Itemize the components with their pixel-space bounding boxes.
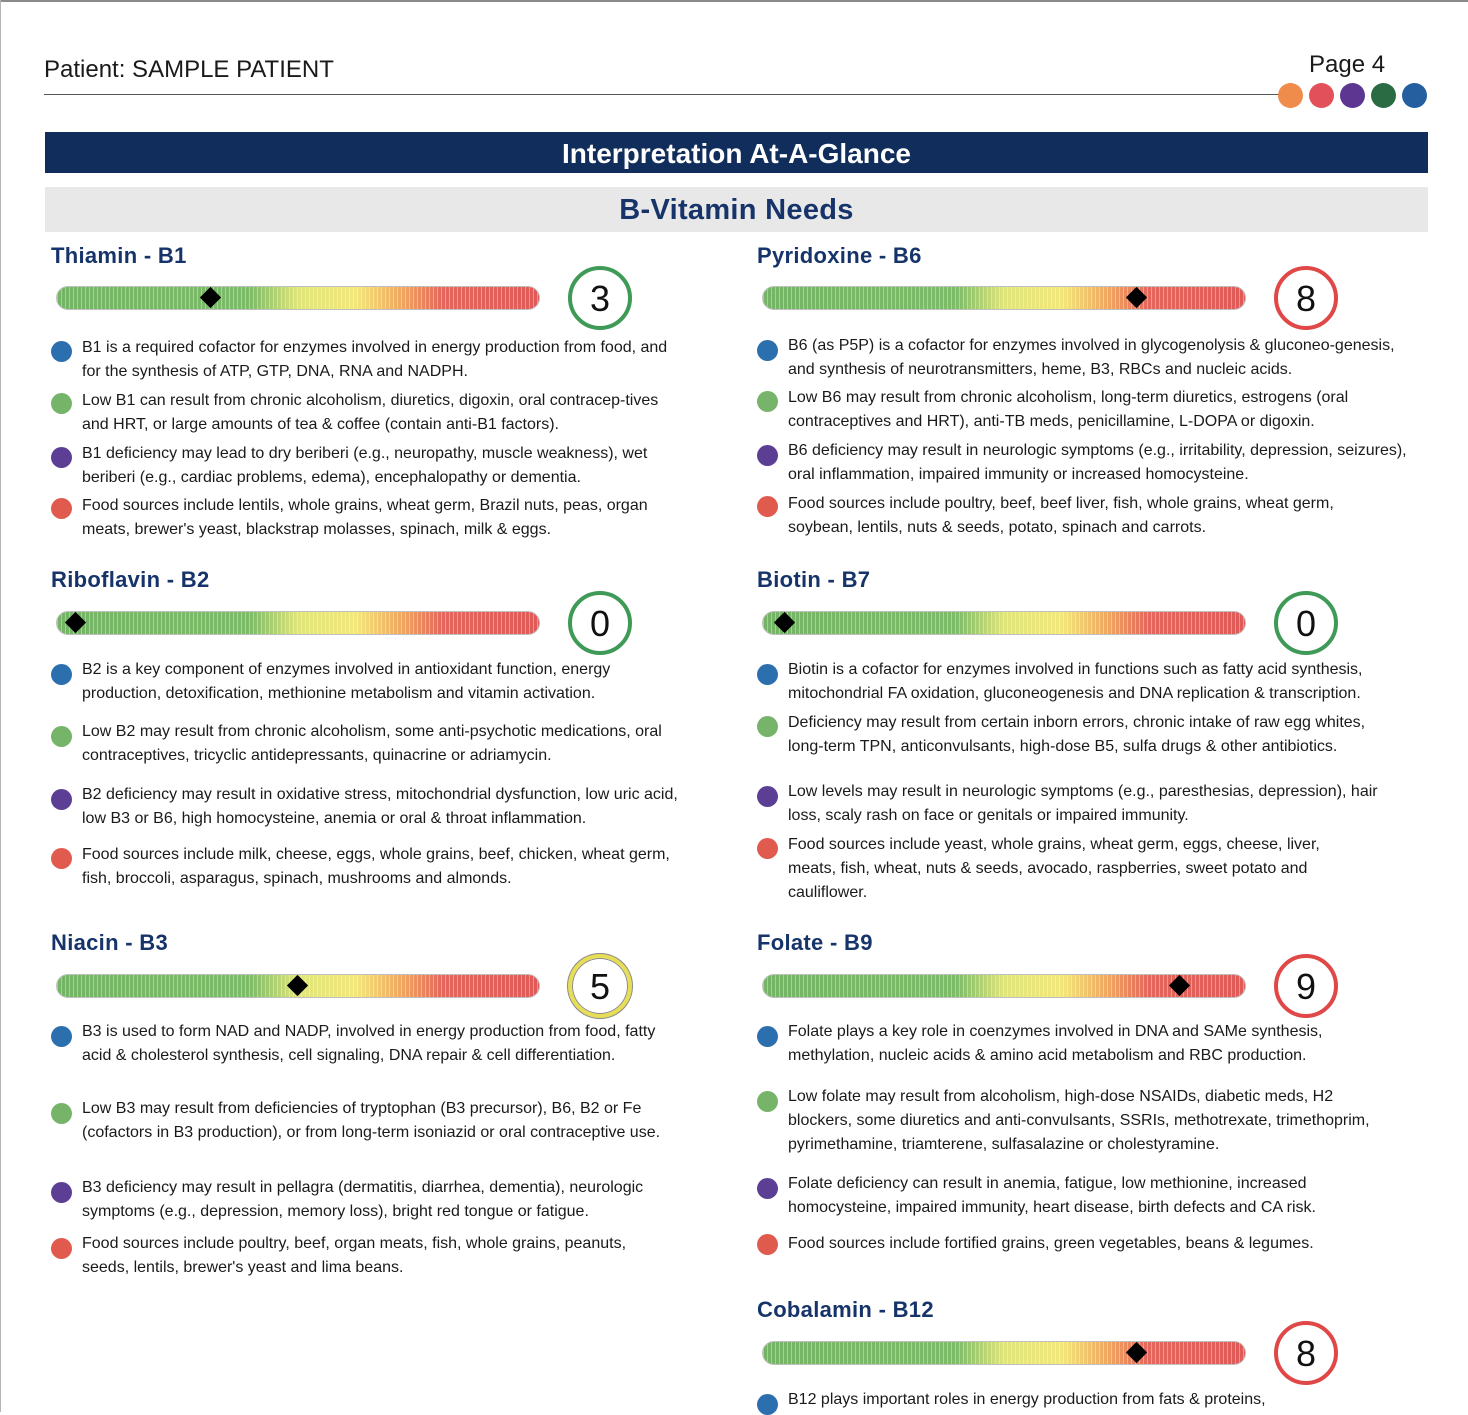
bullet-food-icon	[757, 1234, 778, 1255]
bullet-food-icon	[51, 498, 72, 519]
bullet-food-icon	[51, 848, 72, 869]
b3-food-text: Food sources include poultry, beef, organ meats, fish, whole grains, peanuts, seeds, lentils, brewer's yeast and lima beans.	[82, 1235, 627, 1276]
b9-deficiency-text: Folate deficiency can result in anemia, fatigue, low methionine, increased homocysteine, impaired immunity, heart disease, birth defects and CA risk.	[788, 1175, 1316, 1216]
bullet-causes-icon	[757, 391, 778, 412]
patient-name: Patient: SAMPLE PATIENT	[44, 56, 334, 83]
bullet-causes-icon	[51, 393, 72, 414]
risk-marker-b7	[774, 612, 795, 633]
b12-function-text: B12 plays important roles in energy production from fats & proteins,	[788, 1391, 1266, 1408]
bullet-causes-icon	[51, 726, 72, 747]
bullet-food-icon	[757, 496, 778, 517]
b2-function-text: B2 is a key component of enzymes involved in antioxidant function, energy production, detoxification, methionine metabolism and vitamin activation.	[82, 661, 611, 702]
risk-bar-b9	[762, 974, 1246, 998]
brand-dot-purple	[1340, 83, 1365, 108]
risk-bar-b7	[762, 611, 1246, 635]
b2-food-text: Food sources include milk, cheese, eggs, whole grains, beef, chicken, wheat germ, fish, broccoli, asparagus, spinach, mushrooms and almonds.	[82, 846, 670, 887]
b7-deficiency-text: Low levels may result in neurologic symptoms (e.g., paresthesias, depression), hair loss, scaly rash on face or genitals or impaired immunity.	[788, 783, 1378, 824]
b6-deficiency-text: B6 deficiency may result in neurologic symptoms (e.g., irritability, depression, seizures), oral inflammation, impaired immunity or increased homocysteine.	[788, 442, 1407, 483]
page-left-border	[0, 0, 1, 1412]
brand-dot-green	[1371, 83, 1396, 108]
risk-bar-b2	[56, 611, 540, 635]
b2-causes-text: Low B2 may result from chronic alcoholism, some anti-psychotic medications, oral contraceptives, tricyclic antidepressants, quinacrine or adriamycin.	[82, 723, 662, 764]
b9-food-text: Food sources include fortified grains, green vegetables, beans & legumes.	[788, 1235, 1314, 1252]
risk-bar-b1	[56, 286, 540, 310]
b6-food-text: Food sources include poultry, beef, beef liver, fish, whole grains, wheat germ, soybean, lentils, nuts & seeds, potato, spinach and carrots.	[788, 495, 1334, 536]
brand-dots	[1278, 83, 1427, 108]
bullet-causes-icon	[51, 1103, 72, 1124]
vitamin-title-b3: Niacin - B3	[51, 930, 168, 955]
page-top-border	[0, 0, 1468, 2]
score-badge-b1: 3	[568, 266, 632, 330]
b1-causes-text: Low B1 can result from chronic alcoholism, diuretics, digoxin, oral contracep-tives and HRT, or large amounts of tea & coffee (contain anti-B1 factors).	[82, 392, 659, 433]
bullet-deficiency-icon	[757, 786, 778, 807]
score-badge-b3: 5	[568, 954, 632, 1018]
bullet-deficiency-icon	[757, 445, 778, 466]
b6-causes-text: Low B6 may result from chronic alcoholism, long-term diuretics, estrogens (oral contraceptives and HRT), anti-TB meds, penicillamine, L-DOPA or digoxin.	[788, 389, 1349, 430]
risk-marker-b1	[200, 287, 221, 308]
b9-function-text: Folate plays a key role in coenzymes involved in DNA and SAMe synthesis, methylation, nucleic acids & amino acid metabolism and RBC production.	[788, 1023, 1323, 1064]
score-badge-b6: 8	[1274, 266, 1338, 330]
b3-function-text: B3 is used to form NAD and NADP, involved in energy production from food, fatty acid & cholesterol synthesis, cell signaling, DNA repair & cell differentiation.	[82, 1023, 656, 1064]
bullet-function-icon	[757, 1026, 778, 1047]
bullet-function-icon	[51, 1026, 72, 1047]
score-badge-b7: 0	[1274, 591, 1338, 655]
bullet-food-icon	[757, 838, 778, 859]
brand-dot-blue	[1402, 83, 1427, 108]
bullet-food-icon	[51, 1238, 72, 1259]
section-subtitle: B-Vitamin Needs	[45, 187, 1428, 232]
risk-bar-b6	[762, 286, 1246, 310]
score-badge-b9: 9	[1274, 954, 1338, 1018]
vitamin-title-b12: Cobalamin - B12	[757, 1297, 934, 1322]
risk-bar-b3	[56, 974, 540, 998]
b6-function-text: B6 (as P5P) is a cofactor for enzymes involved in glycogenolysis & gluconeo-genesis, and synthesis of neurotransmitters, heme, B3, RBCs and nucleic acids.	[788, 337, 1395, 378]
b7-food-text: Food sources include yeast, whole grains, wheat germ, eggs, cheese, liver, meats, fish, wheat, nuts & seeds, avocado, raspberries, sweet potato and cauliflower.	[788, 836, 1320, 901]
b3-deficiency-text: B3 deficiency may result in pellagra (dermatitis, diarrhea, dementia), neurologic symptoms (e.g., depression, memory loss), bright red tongue or fatigue.	[82, 1179, 644, 1220]
risk-marker-b6	[1125, 287, 1146, 308]
vitamin-title-b9: Folate - B9	[757, 930, 873, 955]
risk-marker-b3	[287, 975, 308, 996]
vitamin-title-b2: Riboflavin - B2	[51, 567, 210, 592]
b2-deficiency-text: B2 deficiency may result in oxidative stress, mitochondrial dysfunction, low uric acid, low B3 or B6, high homocysteine, anemia or oral & throat inflammation.	[82, 786, 678, 827]
bullet-deficiency-icon	[51, 447, 72, 468]
bullet-function-icon	[51, 664, 72, 685]
bullet-function-icon	[757, 340, 778, 361]
vitamin-title-b7: Biotin - B7	[757, 567, 871, 592]
score-badge-b2: 0	[568, 591, 632, 655]
risk-marker-b2	[65, 612, 86, 633]
bullet-deficiency-icon	[757, 1178, 778, 1199]
vitamin-title-b1: Thiamin - B1	[51, 243, 187, 268]
brand-dot-red	[1309, 83, 1334, 108]
b1-function-text: B1 is a required cofactor for enzymes involved in energy production from food, and for the synthesis of ATP, GTP, DNA, RNA and NADPH.	[82, 339, 668, 380]
page-number: Page 4	[1309, 51, 1386, 78]
b7-causes-text: Deficiency may result from certain inborn errors, chronic intake of raw egg whites, long-term TPN, anticonvulsants, high-dose B5, sulfa drugs & other antibiotics.	[788, 714, 1366, 755]
header-divider	[44, 94, 1294, 95]
b3-causes-text: Low B3 may result from deficiencies of tryptophan (B3 precursor), B6, B2 or Fe (cofactors in B3 production), or from long-term isoniazid or oral contraceptive use.	[82, 1100, 661, 1141]
vitamin-title-b6: Pyridoxine - B6	[757, 243, 922, 268]
score-badge-b12: 8	[1274, 1321, 1338, 1385]
bullet-deficiency-icon	[51, 1182, 72, 1203]
bullet-causes-icon	[757, 1091, 778, 1112]
b7-function-text: Biotin is a cofactor for enzymes involved in functions such as fatty acid synthesis, mitochondrial FA oxidation, gluconeogenesis and DNA replication & transcription.	[788, 661, 1363, 702]
brand-dot-orange	[1278, 83, 1303, 108]
b9-causes-text: Low folate may result from alcoholism, high-dose NSAIDs, diabetic meds, H2 blockers, some diuretics and anti-convulsants, SSRIs, methotrexate, trimethoprim, pyrimethamine, triamterene, sulfasalazine or cholestyramine.	[788, 1088, 1370, 1153]
risk-marker-b12	[1125, 1342, 1146, 1363]
b1-deficiency-text: B1 deficiency may lead to dry beriberi (e.g., neuropathy, muscle weakness), wet beriberi (e.g., cardiac problems, edema), encephalopathy or dementia.	[82, 445, 648, 486]
bullet-causes-icon	[757, 716, 778, 737]
risk-marker-b9	[1169, 975, 1190, 996]
bullet-function-icon	[51, 341, 72, 362]
section-title: Interpretation At-A-Glance	[45, 132, 1428, 173]
risk-bar-b12	[762, 1341, 1246, 1365]
bullet-function-icon	[757, 664, 778, 685]
b1-food-text: Food sources include lentils, whole grains, wheat germ, Brazil nuts, peas, organ meats, brewer's yeast, blackstrap molasses, spinach, milk & eggs.	[82, 497, 648, 538]
bullet-deficiency-icon	[51, 789, 72, 810]
